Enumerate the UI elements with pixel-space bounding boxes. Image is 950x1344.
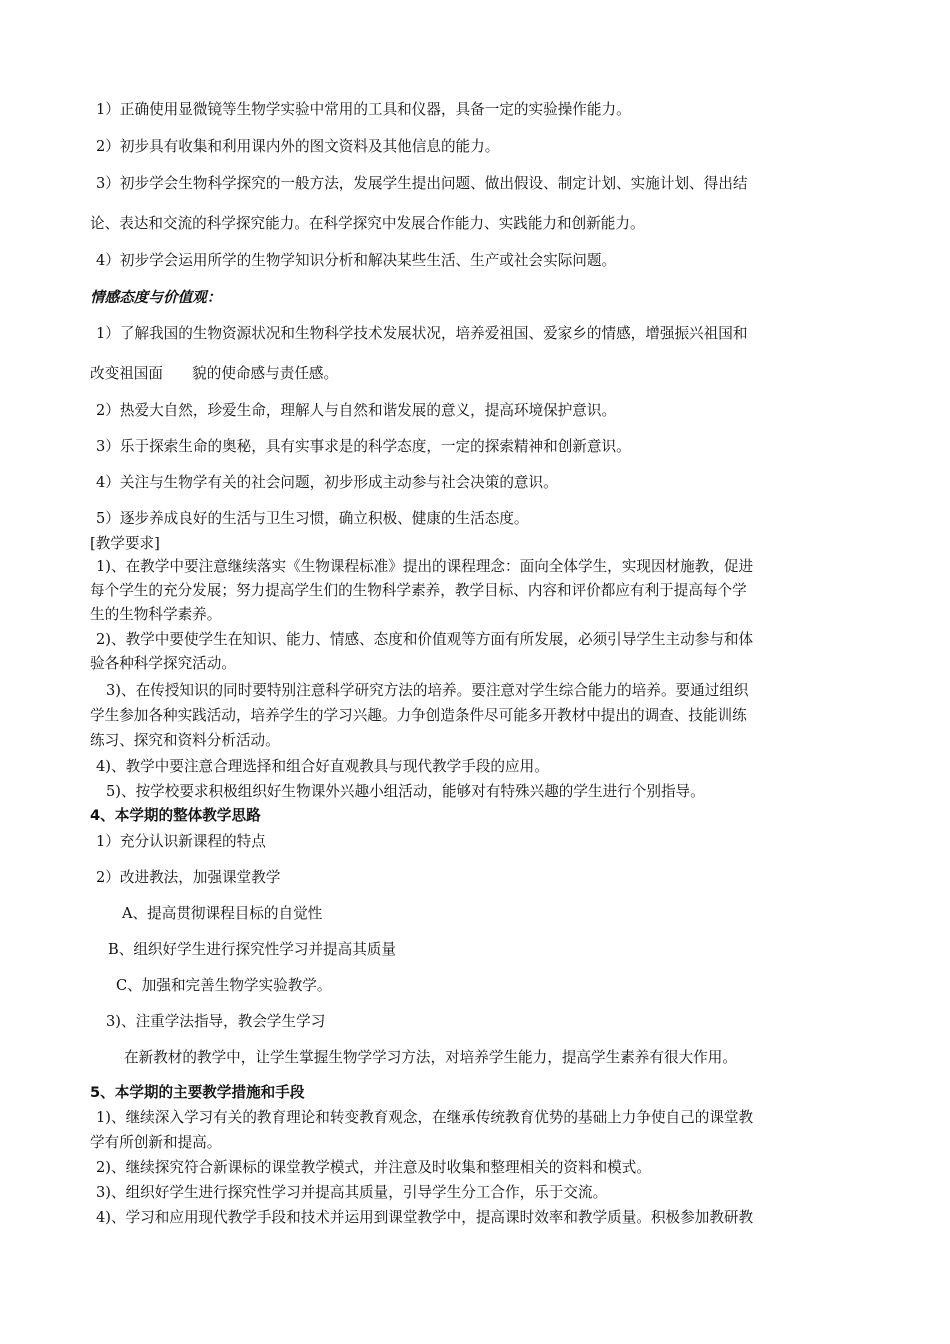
requirement-line-7: 学生参加各种实践活动，培养学生的学习兴趣。力争创造条件尽可能多开教材中提出的调查、技能训练 xyxy=(90,707,747,724)
section5-heading: 5、本学期的主要教学措施和手段 xyxy=(90,1084,305,1101)
section5-line-1: 1)、继续深入学习有关的教育理论和转变教育观念，在继承传统教育优势的基础上力争使自己的课堂教 xyxy=(96,1109,754,1126)
section4-line-1: 1）充分认识新课程的特点 xyxy=(96,833,266,850)
section5-line-3: 2)、继续探究符合新课标的课堂教学模式，并注意及时收集和整理相关的资料和模式。 xyxy=(96,1159,651,1176)
attitude-item-5: 5）逐步养成良好的生活与卫生习惯，确立积极、健康的生活态度。 xyxy=(96,510,529,527)
ability-item-3: 3）初步学会生物科学探究的一般方法，发展学生提出问题、做出假设、制定计划、实施计划、得出结 xyxy=(96,175,748,192)
section4-line-3: A、提高贯彻课程目标的自觉性 xyxy=(122,905,323,922)
section5-line-4: 3)、组织好学生进行探究性学习并提高其质量，引导学生分工合作，乐于交流。 xyxy=(96,1184,608,1201)
section5-line-2: 学有所创新和提高。 xyxy=(90,1134,222,1151)
attitude-heading: 情感态度与价值观： xyxy=(90,289,222,306)
requirement-line-8: 练习、探究和资料分析活动。 xyxy=(90,732,280,749)
ability-item-1: 1）正确使用显微镜等生物学实验中常用的工具和仪器，具备一定的实验操作能力。 xyxy=(96,101,631,118)
requirement-line-6: 3)、在传授知识的同时要特别注意科学研究方法的培养。要注意对学生综合能力的培养。要通过组织 xyxy=(106,682,749,699)
requirement-line-10: 5)、按学校要求积极组织好生物课外兴趣小组活动，能够对有特殊兴趣的学生进行个别指导。 xyxy=(106,783,705,800)
section4-line-7: 在新教材的教学中，让学生掌握生物学学习方法，对培养学生能力，提高学生素养有很大作用。 xyxy=(124,1049,737,1066)
section4-line-2: 2）改进教法，加强课堂教学 xyxy=(96,869,281,886)
attitude-item-2: 2）热爱大自然，珍爱生命，理解人与自然和谐发展的意义，提高环境保护意识。 xyxy=(96,402,617,419)
requirement-line-9: 4)、教学中要注意合理选择和组合好直观教具与现代教学手段的应用。 xyxy=(96,758,549,775)
ability-item-4: 4）初步学会运用所学的生物学知识分析和解决某些生活、生产或社会实际问题。 xyxy=(96,252,617,269)
section4-line-4: B、组织好学生进行探究性学习并提高其质量 xyxy=(108,941,397,958)
attitude-item-4: 4）关注与生物学有关的社会问题，初步形成主动参与社会决策的意识。 xyxy=(96,474,558,491)
requirement-line-4: 2)、教学中要使学生在知识、能力、情感、态度和价值观等方面有所发展，必须引导学生主动参与和体 xyxy=(96,631,754,648)
attitude-item-1-cont: 改变祖国面 貌的使命感与责任感。 xyxy=(90,365,339,382)
ability-item-2: 2）初步具有收集和利用课内外的图文资料及其他信息的能力。 xyxy=(96,138,500,155)
requirement-line-5: 验各种科学探究活动。 xyxy=(90,655,236,672)
attitude-item-3: 3）乐于探索生命的奥秘，具有实事求是的科学态度，一定的探索精神和创新意识。 xyxy=(96,438,631,455)
requirement-line-3: 生的生物科学素养。 xyxy=(90,606,222,623)
attitude-item-1: 1）了解我国的生物资源状况和生物科学技术发展状况，培养爱祖国、爱家乡的情感，增强振兴祖国和 xyxy=(96,325,748,342)
section5-line-5: 4)、学习和应用现代教学手段和技术并运用到课堂教学中，提高课时效率和教学质量。积极参加教研教 xyxy=(96,1209,754,1226)
section4-line-5: C、加强和完善生物学实验教学。 xyxy=(116,977,332,994)
requirement-line-1: 1)、在教学中要注意继续落实《生物课程标准》提出的课程理念：面向全体学生，实现因材施教，促进 xyxy=(96,558,754,575)
ability-item-3-cont: 论、表达和交流的科学探究能力。在科学探究中发展合作能力、实践能力和创新能力。 xyxy=(90,215,645,232)
section4-heading: 4、本学期的整体教学思路 xyxy=(90,807,261,824)
requirement-line-2: 每个学生的充分发展；努力提高学生们的生物科学素养，教学目标、内容和评价都应有利于提高每个学 xyxy=(90,582,747,599)
requirements-heading: [教学要求] xyxy=(90,535,160,552)
section4-line-6: 3)、注重学法指导，教会学生学习 xyxy=(106,1013,326,1030)
